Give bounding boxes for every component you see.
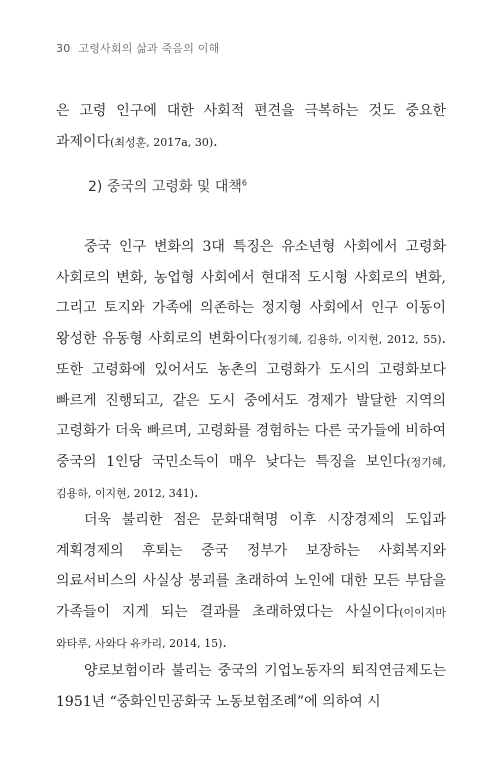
paragraph-text: 더욱 불리한 점은 문화대혁명 이후 시장경제의 도입과 계획경제의 후퇴는 중국 정부가 보장하는 사회복지와 의료서비스의 사실상 붕괴를 초래하여 노인에 대한 모든 부담을 가족들이 지게 되는 결과를 초래하였다는 사실이다 [56, 512, 446, 620]
citation: (이이지마 와타루, 사와다 유카리, 2014, 15) [56, 605, 446, 650]
footnote-marker: 6 [241, 178, 247, 188]
citation: (정기혜, 김용하, 이지현, 2012, 55) [262, 332, 442, 346]
paragraph-welfare-collapse [56, 505, 446, 660]
paragraph-text: 중국 인구 변화의 3대 특징은 유소년형 사회에서 고령화 사회로의 변화, 농업형 사회에서 현대적 도시형 사회로의 변화, 그리고 토지와 가족에 의존하는 정지형 사회에서 인구 이동이 왕성한 유동형 사회로의 변화이다 [56, 239, 446, 347]
paragraph-china-aging [56, 232, 446, 510]
section-title: 2) 중국의 고령화 및 대책 [88, 179, 242, 195]
paragraph-tail: . [213, 133, 218, 150]
running-title: 고령사회의 삶과 죽음의 이해 [78, 42, 220, 55]
paragraph-continued [56, 96, 446, 158]
paragraph-tail: . [194, 485, 199, 501]
page-number: 30 [56, 42, 71, 55]
paragraph-text: 양로보험이라 불리는 중국의 기업노동자의 퇴직연금제도는 1951년 “중화인민공화국 노동보험조례”에 의하여 시 [56, 663, 446, 710]
section-heading [88, 176, 247, 196]
paragraph-text-continued: . 또한 고령화에 있어서도 농촌의 고령화가 도시의 고령화보다 빠르게 진행되고, 같은 도시 중에서도 경제가 발달한 지역의 고령화가 더욱 빠르며, 고령화를 경험하는 다른 국가들에 비하여 중국의 1인당 국민소득이 매우 낮다는 특징을 보인다 [56, 330, 446, 470]
citation: (최성훈, 2017a, 30) [110, 135, 214, 149]
paragraph-tail: . [222, 635, 227, 651]
citation: (정기혜, 김용하, 이지현, 2012, 341) [56, 455, 446, 500]
paragraph-text: 은 고령 인구에 대한 사회적 편견을 극복하는 것도 중요한 과제이다 [56, 103, 446, 150]
paragraph-pension [56, 656, 446, 717]
running-header [56, 40, 219, 56]
